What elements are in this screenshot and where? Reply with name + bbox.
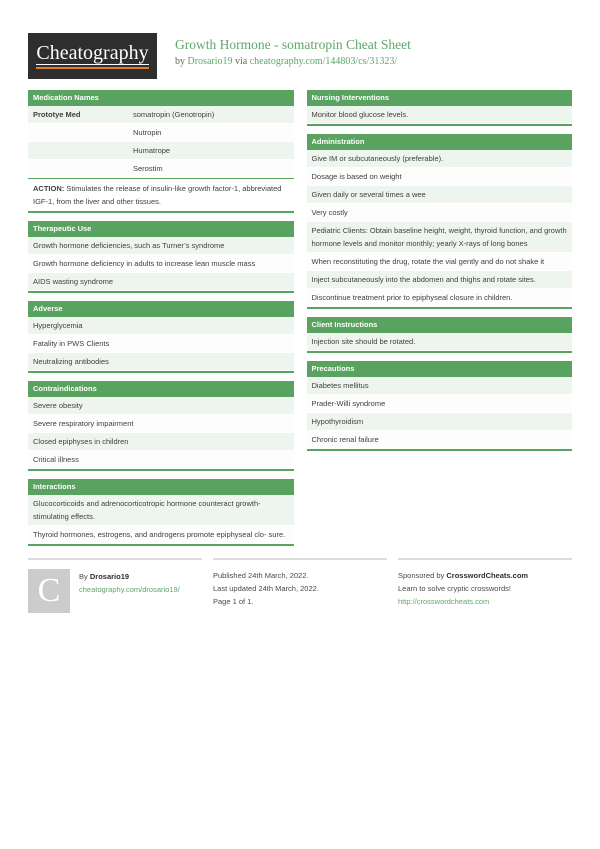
table-row [28,124,294,142]
action-note-text: Stimulates the release of insulin-like growth factor-1, abbreviated IGF-1, from the liver and other tissues. [33,184,282,206]
right-column [307,90,573,459]
row-label: Prototye Med [33,110,81,119]
list-item: Prader-Willi syndrome [307,395,573,413]
header [28,33,572,79]
list-item: Neutralizing antibodies [28,353,294,371]
section-client-instructions [307,317,573,353]
list-item: Fatality in PWS Clients [28,335,294,353]
section-contraindications [28,381,294,471]
cheatography-logo[interactable] [28,33,157,79]
list-item: When reconstituting the drug, rotate the vial gently and do not shake it [307,253,573,271]
action-note-label: ACTION: [33,184,65,193]
table-row [28,106,294,124]
list-item: Glucocorticoids and adrenocorticotropic hormone counteract growth-stimulating effects. [28,495,294,526]
list-item: Critical illness [28,451,294,469]
section-header-administration: Administration [307,134,573,150]
action-note [28,178,294,211]
list-item: Growth hormone deficiencies, such as Turner’s syndrome [28,237,294,255]
footer-by-line [79,570,180,583]
section-header-medication-names: Medication Names [28,90,294,106]
list-item: Very costly [307,204,573,222]
section-header-client-instructions: Client Instructions [307,317,573,333]
last-updated-date: Last updated 24th March, 2022. [213,584,319,593]
section-header-nursing-interventions: Nursing Interventions [307,90,573,106]
footer-author-column [28,558,202,613]
section-therapeutic-use [28,221,294,293]
logo-orange-underline [36,67,148,69]
list-item: Hypothyroidism [307,413,573,431]
byline [175,55,411,68]
row-label [33,162,133,175]
list-item: Diabetes mellitus [307,377,573,395]
table-row [28,142,294,160]
list-item: Monitor blood glucose levels. [307,106,573,124]
section-header-adverse: Adverse [28,301,294,317]
list-item: Severe obesity [28,397,294,415]
row-value: Serostim [133,164,163,173]
cheatography-logo-inner [36,43,148,69]
published-date: Published 24th March, 2022. [213,571,309,580]
row-value: Humatrope [133,146,171,155]
author-link[interactable]: Drosario19 [187,56,233,67]
sheet-url-link[interactable]: cheatography.com/144803/cs/31323/ [249,56,398,67]
section-interactions [28,479,294,546]
row-label [33,126,133,139]
footer-meta-column [213,558,387,613]
footer-author-text [79,569,180,613]
left-column [28,90,294,554]
title-block [175,33,411,68]
list-item: Injection site should be rotated. [307,333,573,351]
list-item: Pediatric Clients: Obtain baseline height, weight, thyroid function, and growth hormone levels and monitor monthly; yearly X-rays of long bones [307,222,573,253]
list-item: Growth hormone deficiency in adults to increase lean muscle mass [28,255,294,273]
section-administration [307,134,573,309]
list-item: Given daily or several times a wee [307,186,573,204]
list-item: Severe respiratory impairment [28,415,294,433]
table-row [28,160,294,178]
cheatography-logo-text: Cheatography [36,42,149,64]
row-label [33,144,133,157]
section-header-contraindications: Contraindications [28,381,294,397]
footer-sponsor-column [398,558,572,613]
section-adverse [28,301,294,373]
list-item: Hyperglycemia [28,317,294,335]
list-item: Chronic renal failure [307,431,573,449]
content-columns [28,90,572,554]
list-item: Closed epiphyses in children [28,433,294,451]
row-value: Nutropin [133,128,162,137]
sponsor-url-link[interactable]: http://crosswordcheats.com [398,597,490,606]
footer-by-label: By [79,572,88,581]
section-nursing-interventions [307,90,573,126]
section-header-therapeutic-use: Therapeutic Use [28,221,294,237]
sponsor-name: CrosswordCheats.com [446,571,529,580]
page-title: Growth Hormone - somatropin Cheat Sheet [175,37,411,52]
cheatography-c-logo: C [28,569,70,613]
sponsor-tagline: Learn to solve cryptic crosswords! [398,584,511,593]
list-item: Dosage is based on weight [307,168,573,186]
footer [28,558,572,613]
sponsor-line [398,569,572,582]
section-header-precautions: Precautions [307,361,573,377]
list-item: AIDS wasting syndrome [28,273,294,291]
section-precautions [307,361,573,451]
list-item: Give IM or subcutaneously (preferable). [307,150,573,168]
row-value: somatropin (Genotropin) [133,110,215,119]
sponsor-prefix: Sponsored by [398,571,445,580]
footer-author-name: Drosario19 [89,572,130,581]
list-item: Thyroid hormones, estrogens, and androgens promote epiphyseal clo- sure. [28,526,294,544]
byline-via: via [235,56,248,67]
section-medication-names [28,90,294,213]
footer-author-url-link[interactable]: cheatography.com/drosario19/ [79,585,180,594]
section-header-interactions: Interactions [28,479,294,495]
byline-by: by [175,56,185,67]
page-number: Page 1 of 1. [213,597,254,606]
list-item: Inject subcutaneously into the abdomen and thighs and rotate sites. [307,271,573,289]
list-item: Discontinue treatment prior to epiphyseal closure in children. [307,289,573,307]
